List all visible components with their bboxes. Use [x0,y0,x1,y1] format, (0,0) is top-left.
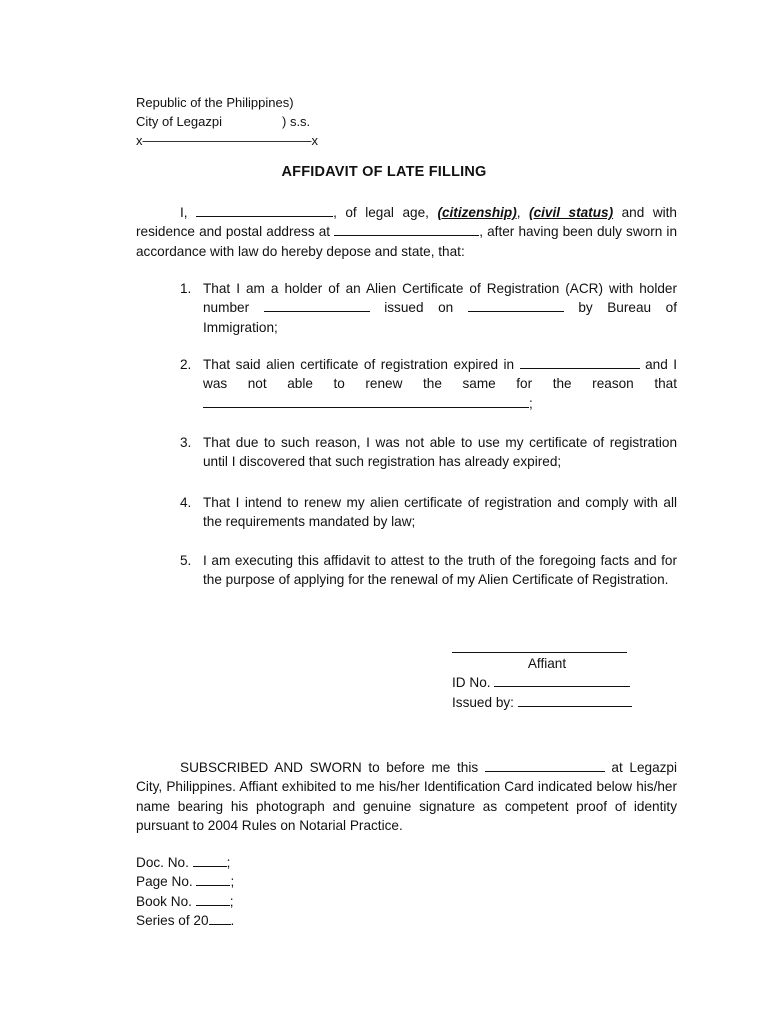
doc-no-semicolon: ; [226,855,231,870]
doc-no-blank[interactable] [193,854,227,867]
item2-part3: ; [529,395,533,411]
issue-date-blank[interactable] [468,299,564,312]
item1-part2: issued on [384,300,454,316]
series-row [136,911,234,930]
list-item [136,355,677,413]
id-no-row [452,673,652,692]
affiant-label: Affiant [527,656,567,671]
page-no-label: Page No. [136,874,193,890]
doc-no-row [136,853,234,872]
doc-no-label: Doc. No. [136,855,189,870]
venue-republic: Republic of the Philippines) [136,95,294,110]
list-item [136,433,677,472]
intro-residence: and with residence and postal address at [136,205,677,240]
book-no-row [136,892,234,911]
page-no-row [136,872,234,891]
series-label: Series of 20 [136,913,209,929]
item-text: That due to such reason, I was not able to use my certificate of registration until I discovered that such registration has already expired; [203,435,677,470]
book-no-blank[interactable] [196,893,230,906]
intro-legal-age: , of legal age, [333,205,429,220]
item1-part1: That I am a holder of an Alien Certificate of Registration (ACR) with holder number [203,281,677,316]
item2-part1: That said alien certificate of registration expired in [203,357,515,372]
series-period: . [230,913,235,929]
list-item [136,493,677,532]
citizenship-placeholder: (citizenship) [437,205,517,220]
address-blank[interactable] [334,223,479,236]
item1-part3: by Bureau of Immigration; [203,300,677,335]
page-no-semicolon: ; [230,874,235,890]
issued-by-row [452,693,652,712]
acr-number-blank[interactable] [264,299,370,312]
intro-paragraph [136,203,677,261]
venue-city: City of Legazpi [136,114,222,129]
intro-comma: , [516,205,521,220]
intro-sworn: , after having been duly sworn in accordance with law do hereby depose and state, that: [136,224,678,259]
jurat-date-blank[interactable] [485,759,605,772]
name-blank[interactable] [196,204,333,217]
item-text [203,279,677,337]
list-item [136,551,677,590]
intro-i: I, [180,205,188,220]
item-number: 1. [180,281,192,296]
item-number: 2. [180,357,192,372]
issued-by-label: Issued by: [452,694,514,710]
id-no-label: ID No. [452,675,491,691]
page-no-blank[interactable] [196,873,230,886]
item-number: 4. [180,495,192,510]
notarial-register [136,853,234,931]
item-number: 3. [180,435,192,450]
item2-part2: and I was not able to renew the same for the reason that [203,357,678,392]
civil-status-placeholder: (civil status) [529,205,614,220]
reason-blank[interactable] [203,395,529,408]
jurat-part2: at Legazpi City, Philippines. Affiant exhibited to me his/her Identification Card indicated below his/her name bearing his photograph and genuine signature as competent proof of identity pursuant to 2004 Rules on Notarial Practice. [136,760,678,834]
jurat-paragraph [136,758,677,836]
jurat-part1: SUBSCRIBED AND SWORN to before me this [180,760,479,775]
item-text: That I intend to renew my alien certificate of registration and comply with all the requirements mandated by law; [203,495,677,530]
venue-city-row [136,112,318,131]
document-title: AFFIDAVIT OF LATE FILLING [281,164,487,180]
id-no-blank[interactable] [494,674,630,687]
venue-ss: ) s.s. [282,114,311,129]
list-item [136,279,677,337]
book-no-label: Book No. [136,893,192,909]
issued-by-blank[interactable] [518,694,632,707]
book-no-semicolon: ; [229,893,234,909]
affiant-signature-line[interactable] [452,652,627,653]
series-year-blank[interactable] [209,912,231,925]
venue-block [136,93,318,150]
item-text: I am executing this affidavit to attest to the truth of the foregoing facts and for the purpose of applying for the renewal of my Alien Certificate of Registration. [203,553,677,588]
item-number: 5. [180,553,192,568]
expiry-date-blank[interactable] [520,356,640,369]
venue-rule: x—————————————x [136,133,318,148]
item-text [203,355,677,413]
affiant-signature-block [452,652,652,712]
